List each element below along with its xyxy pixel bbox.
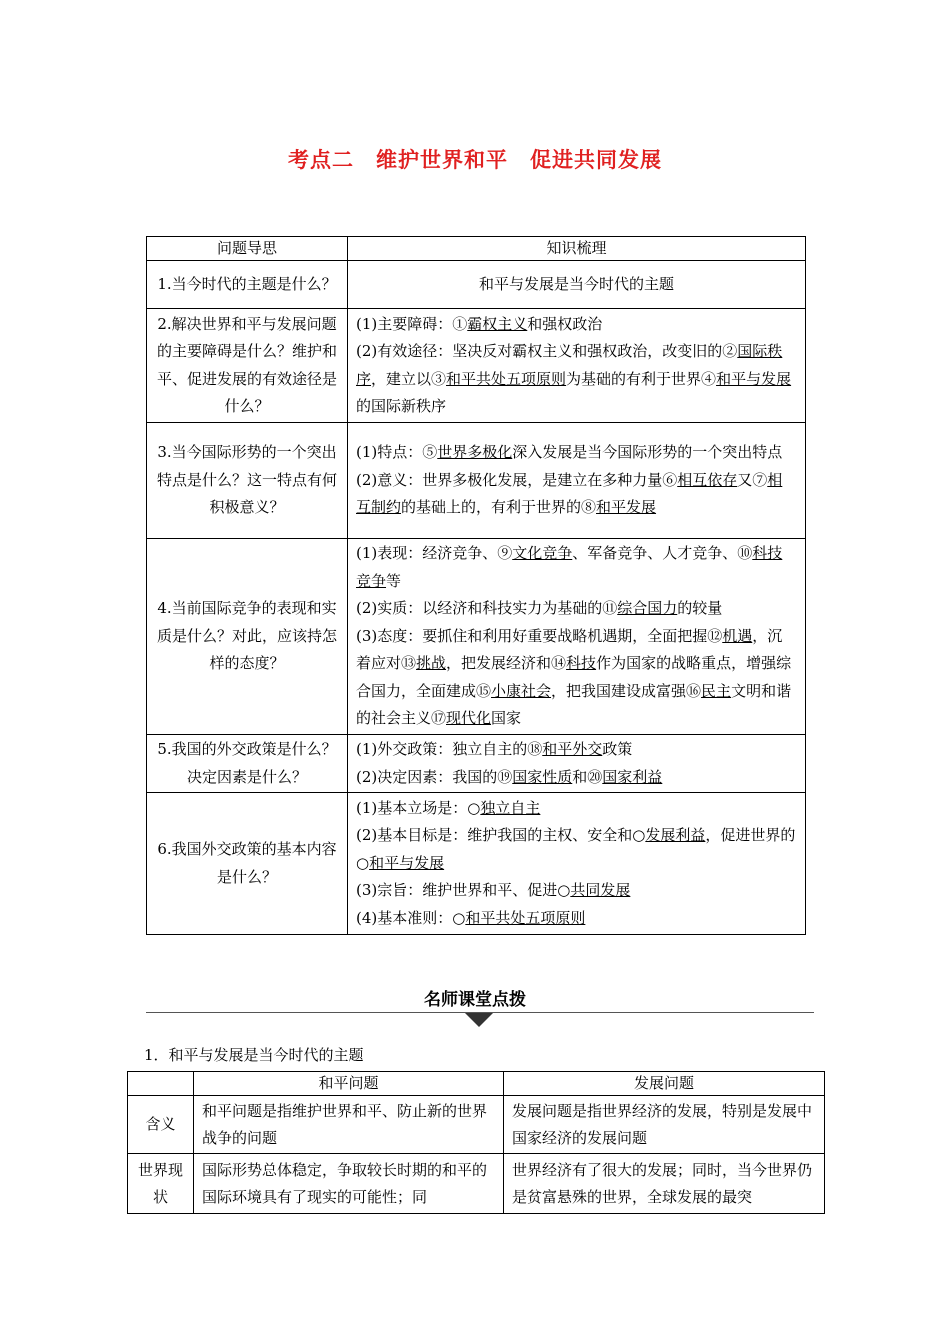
- row-label: 含义: [128, 1096, 194, 1154]
- question-cell: 3.当今国际形势的一个突出特点是什么？这一特点有何积极意义？: [147, 423, 348, 539]
- table-header-row: [147, 237, 806, 261]
- section-title: 名师课堂点拨: [424, 990, 526, 1010]
- triangle-down-icon: [465, 1013, 493, 1027]
- answer-blank: 独立自主: [480, 798, 541, 817]
- answer-cell: [348, 793, 806, 935]
- answer-text: (2)决定因素：我国的⑲: [356, 767, 513, 786]
- answer-text: 、军备竞争、人才竞争、⑩: [572, 544, 753, 563]
- answer-text: ，沉着应对⑬: [356, 626, 783, 673]
- answer-blank: 世界多极化: [437, 443, 513, 462]
- answer-text: 文明和谐的社会主义⑰: [356, 681, 792, 728]
- question-cell: 2.解决世界和平与发展问题的主要障碍是什么？维护和平、促进发展的有效途径是什么？: [147, 309, 348, 423]
- answer-text: 的基础上的，有利于世界的⑧: [401, 498, 597, 517]
- header-question: 问题导思: [147, 237, 348, 261]
- answer-blank: 国家利益: [602, 767, 663, 786]
- answer-text: 国家: [491, 709, 522, 728]
- knowledge-table: [146, 236, 806, 935]
- answer-blank: 和平共处五项原则: [446, 369, 567, 388]
- table-row: [147, 423, 806, 539]
- answer-blank: 和平发展: [596, 498, 657, 517]
- page-title: 考点二 维护世界和平 促进共同发展: [288, 148, 662, 172]
- answer-text: (1)表现：经济竞争、⑨: [356, 544, 513, 563]
- answer-blank: 和平外交: [542, 740, 603, 758]
- answer-blank: 国际秩序: [356, 342, 783, 388]
- answer-text: 和⑳: [572, 767, 603, 786]
- answer-line: [356, 822, 797, 877]
- header-development: 发展问题: [504, 1072, 825, 1096]
- answer-text: (1)主要障碍：①: [356, 314, 468, 333]
- comparison-table: [127, 1071, 825, 1214]
- answer-text: 等: [386, 571, 402, 590]
- answer-blank: 小康社会: [491, 681, 552, 700]
- table-row: [147, 735, 806, 793]
- table-row: [147, 539, 806, 735]
- answer-cell: [348, 539, 806, 735]
- point-heading: 1．和平与发展是当今时代的主题: [144, 1046, 364, 1064]
- row-label: 世界现状: [128, 1154, 194, 1214]
- answer-blank: 和平与发展: [369, 853, 445, 872]
- answer-blank: 民主: [701, 681, 732, 700]
- table-row: [147, 261, 806, 309]
- answer-line: [356, 736, 797, 764]
- answer-blank: 现代化: [446, 709, 492, 728]
- peace-cell: 国际形势总体稳定，争取较长时期的和平的国际环境具有了现实的可能性；同: [194, 1154, 504, 1214]
- header-answer: 知识梳理: [348, 237, 806, 261]
- table-row: [147, 309, 806, 423]
- answer-blank: 共同发展: [570, 881, 631, 900]
- answer-cell: [348, 309, 806, 423]
- answer-line: [356, 540, 797, 595]
- answer-blank: 文化竞争: [512, 544, 573, 563]
- answer-text: 又⑦: [737, 470, 768, 489]
- answer-text: (3)宗旨：维护世界和平、促进○: [356, 881, 571, 900]
- answer-line: [356, 905, 797, 933]
- answer-blank: 和平与发展: [716, 369, 792, 388]
- table-row: [128, 1096, 825, 1154]
- question-cell: 6.我国外交政策的基本内容是什么？: [147, 793, 348, 935]
- table-header-row: [128, 1072, 825, 1096]
- answer-line: [356, 595, 797, 623]
- answer-text: ，促进世界的○: [356, 826, 796, 872]
- answer-text: (4)基本准则：○: [356, 908, 466, 927]
- answer-text: (1)特点：⑤: [356, 443, 438, 462]
- answer-blank: 综合国力: [617, 599, 678, 618]
- answer-blank: 相互依存: [677, 470, 738, 489]
- question-cell: 1.当今时代的主题是什么？: [147, 261, 348, 309]
- answer-text: (1)基本立场是：○: [356, 798, 481, 817]
- answer-cell: [348, 735, 806, 793]
- answer-text: (2)实质：以经济和科技实力为基础的⑪: [356, 599, 618, 618]
- answer-text: ，建立以③: [371, 369, 447, 388]
- answer-text: 深入发展是当今国际形势的一个突出特点: [512, 443, 783, 462]
- answer-text: (2)意义：世界多极化发展，是建立在多种力量⑥: [356, 470, 678, 489]
- answer-line: [356, 439, 797, 467]
- answer-blank: 国家性质: [512, 767, 573, 786]
- answer-text: ，把发展经济和⑭: [446, 654, 567, 673]
- answer-text: (3)态度：要抓住和利用好重要战略机遇期，全面把握⑫: [356, 626, 723, 645]
- answer-blank: 和平共处五项原则: [465, 908, 586, 927]
- answer-line: [356, 764, 797, 792]
- answer-line: [356, 795, 797, 823]
- answer-line: [356, 271, 797, 299]
- answer-cell: [348, 423, 806, 539]
- answer-blank: 科技竞争: [356, 544, 783, 590]
- development-cell: 世界经济有了很大的发展；同时，当今世界仍是贫富悬殊的世界，全球发展的最突: [504, 1154, 825, 1214]
- answer-blank: 挑战: [416, 654, 447, 673]
- answer-blank: 霸权主义: [467, 314, 528, 333]
- answer-line: [356, 467, 797, 522]
- question-cell: 5.我国的外交政策是什么？决定因素是什么？: [147, 735, 348, 793]
- answer-text: 的国际新秩序: [356, 397, 447, 415]
- answer-text: 作为国家的战略重点，增强综合国力，全面建成⑮: [356, 654, 792, 700]
- answer-blank: 科技: [566, 654, 597, 673]
- answer-text: (2)基本目标是：维护我国的主权、安全和○: [356, 826, 646, 845]
- answer-line: [356, 877, 797, 905]
- answer-text: 和强权政治: [527, 314, 603, 333]
- answer-text: ，把我国建设成富强⑯: [551, 681, 702, 700]
- question-cell: 4.当前国际竞争的表现和实质是什么？对此，应该持怎样的态度？: [147, 539, 348, 735]
- answer-text: (1)外交政策：独立自主的⑱: [356, 740, 543, 758]
- answer-line: [356, 338, 797, 421]
- answer-blank: 机遇: [722, 626, 753, 645]
- answer-blank: 相互制约: [356, 470, 783, 517]
- answer-text: 为基础的有利于世界④: [566, 369, 717, 388]
- header-blank: [128, 1072, 194, 1096]
- header-peace: 和平问题: [194, 1072, 504, 1096]
- answer-text: 和平与发展是当今时代的主题: [478, 274, 674, 293]
- answer-blank: 发展利益: [645, 826, 706, 845]
- table-row: [147, 793, 806, 935]
- answer-text: (2)有效途径：坚决反对霸权主义和强权政治，改变旧的②: [356, 342, 738, 360]
- development-cell: 发展问题是指世界经济的发展，特别是发展中国家经济的发展问题: [504, 1096, 825, 1154]
- table-row: [128, 1154, 825, 1214]
- answer-cell: [348, 261, 806, 309]
- answer-text: 的较量: [677, 599, 723, 618]
- answer-line: [356, 623, 797, 733]
- answer-text: 政策: [602, 740, 633, 758]
- peace-cell: 和平问题是指维护世界和平、防止新的世界战争的问题: [194, 1096, 504, 1154]
- answer-line: [356, 311, 797, 339]
